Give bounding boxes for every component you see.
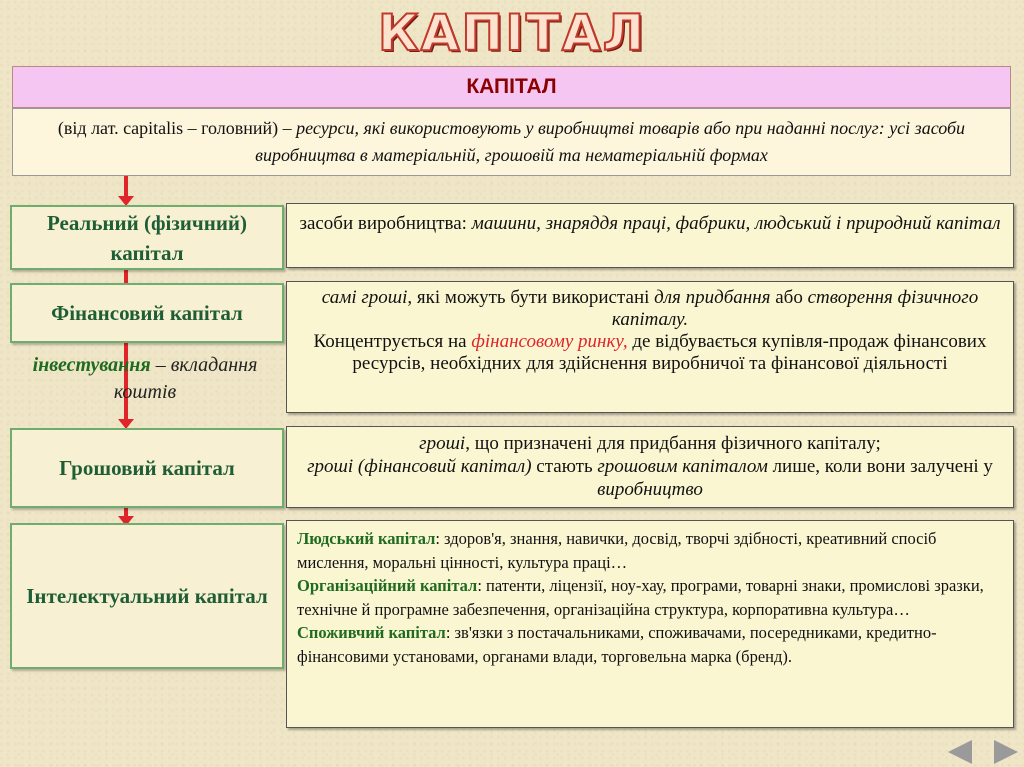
financial-capital-label: Фінансовий капітал [10, 283, 284, 343]
arrow-shaft [124, 176, 128, 198]
money-text-part: гроші [419, 433, 466, 454]
next-slide-icon[interactable] [994, 740, 1018, 764]
money-text-part: грошовим капіталом [597, 456, 768, 477]
previous-slide-icon[interactable] [948, 740, 972, 764]
financial-text-part: де відбувається купівля-продаж фінансових ресурсів, необхідних для здійснення виробничої та фінансової діяльності [352, 331, 987, 374]
money-text-part: виробництво [597, 479, 703, 500]
money-capital-description [286, 426, 1014, 508]
human-capital-text: : здоров'я, знання, навички, досвід, творчі здібності, креативний спосіб мислення, моральні цінності, культура праці… [297, 529, 937, 572]
slide-title: КАПІТАЛ [377, 4, 647, 62]
financial-text-part: самі гроші [321, 287, 408, 308]
money-text-part: , що призначені для придбання фізичного капіталу; [465, 433, 881, 454]
financial-text-part: створення фізичного капіталу. [611, 287, 979, 330]
financial-capital-description [286, 281, 1014, 413]
money-text-part: стають [536, 456, 593, 477]
financial-text-part: або [775, 287, 803, 308]
intellectual-capital-description [286, 520, 1014, 728]
definition-lead: (від лат. capitalis – головний) – [57, 118, 292, 138]
investing-note [20, 352, 270, 406]
definition-box [12, 108, 1011, 176]
organizational-capital-term: Організаційний капітал [297, 576, 478, 595]
intellectual-capital-label: Інтелектуальний капітал [10, 523, 284, 669]
financial-text-part: Концентрується на [313, 331, 467, 352]
financial-text-part: для придбання [654, 287, 771, 308]
consumer-capital-term: Споживчий капітал [297, 623, 446, 642]
human-capital-term: Людський капітал [297, 529, 436, 548]
investing-term: інвестування [32, 354, 151, 376]
definition-text: ресурси, які використовують у виробництві товарів або при наданні послуг: усі засоби виробництва в матеріальній, грошовій та нематеріальній формах [255, 118, 966, 165]
real-capital-plain: засоби виробництва: [299, 213, 467, 234]
financial-market-term: фінансовому ринку, [471, 331, 628, 352]
real-capital-italic: машини, знаряддя праці, фабрики, людський і природний капітал [471, 213, 1001, 234]
investing-definition: – вкладання коштів [113, 354, 258, 403]
money-text-part: гроші (фінансовий капітал) [307, 456, 532, 477]
real-capital-label: Реальний (фізичний) капітал [10, 205, 284, 270]
header-box: КАПІТАЛ [12, 66, 1011, 108]
real-capital-description [286, 203, 1014, 268]
financial-text-part: , які можуть бути використані [407, 287, 650, 308]
consumer-capital-text: : зв'язки з постачальниками, споживачами, посередниками, кредитно-фінансовими установами, органами влади, торговельна марка (бренд). [297, 623, 937, 666]
money-capital-label: Грошовий капітал [10, 428, 284, 508]
money-text-part: лише, коли вони залучені у [772, 456, 993, 477]
organizational-capital-text: : патенти, ліцензії, ноу-хау, програми, товарні знаки, промислові зразки, технічне й програмне забезпечення, організаційна структура, корпоративна культура… [297, 576, 984, 619]
